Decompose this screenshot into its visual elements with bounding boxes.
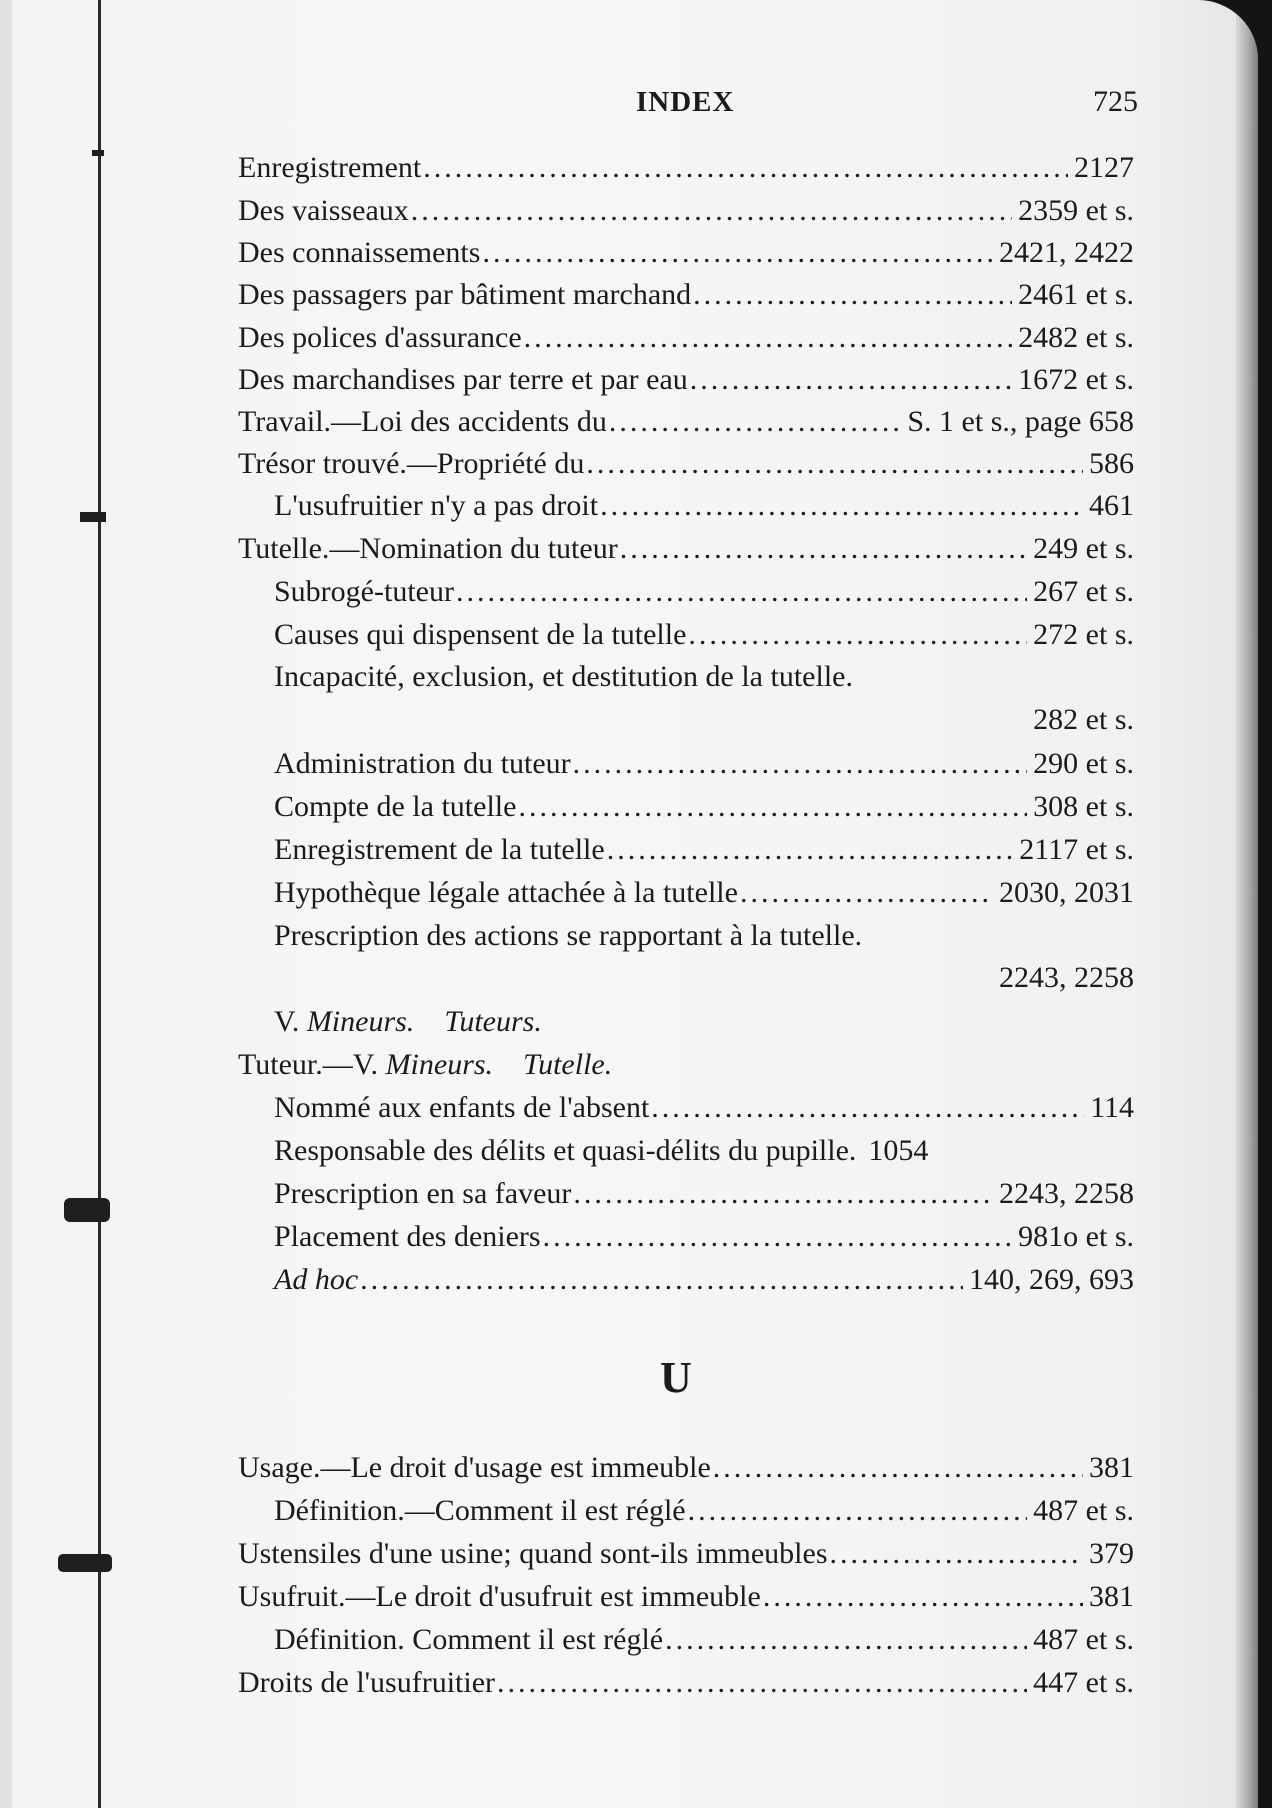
index-entry: Trésor trouvé.—Propriété du ..... 586 (238, 444, 1134, 484)
index-entry-text: Incapacité, exclusion, et destitution de la tutelle. (274, 660, 853, 693)
section-letter: U (660, 1353, 692, 1402)
index-entry: Définition.—Comment il est réglé ..... 487 et s. (274, 1491, 1134, 1531)
page-binding-edge (0, 0, 12, 1808)
index-entry: Subrogé-tuteur ..... 267 et s. (274, 572, 1134, 612)
index-entry: Hypothèque légale attachée à la tutelle ..... 2030, 2031 (274, 873, 1134, 913)
cross-reference: Tuteur.—V. Mineurs. Tutelle. (238, 1048, 613, 1081)
index-entry: Travail.—Loi des accidents du ..... S. 1 et s., page 658 (238, 402, 1134, 442)
index-entry: Des marchandises par terre et par eau ..... 1672 et s. (238, 360, 1134, 400)
index-entry: Nommé aux enfants de l'absent ..... 114 (274, 1088, 1134, 1128)
index-entry: Usage.—Le droit d'usage est immeuble ..... 381 (238, 1448, 1134, 1488)
index-entry: Droits de l'usufruitier ..... 447 et s. (238, 1663, 1134, 1703)
spine-line (98, 0, 101, 1808)
binding-mark (58, 1554, 112, 1572)
index-entry: Placement des deniers ..... 981o et s. (274, 1217, 1134, 1257)
binding-mark (64, 1198, 110, 1222)
index-entry: Causes qui dispensent de la tutelle ..... 272 et s. (274, 615, 1134, 655)
index-entry-ref: 282 et s. (1033, 703, 1134, 736)
index-entry: Ad hoc ..... 140, 269, 693 (274, 1260, 1134, 1300)
index-entry: Responsable des délits et quasi-délits du pupille. 1054 (274, 1134, 929, 1167)
index-entry: L'usufruitier n'y a pas droit ..... 461 (274, 486, 1134, 526)
index-entry: Usufruit.—Le droit d'usufruit est immeuble ..... 381 (238, 1577, 1134, 1617)
index-entry: Enregistrement de la tutelle ..... 2117 et s. (274, 830, 1134, 870)
index-entry: Des passagers par bâtiment marchand ..... 2461 et s. (238, 275, 1134, 315)
binding-mark (92, 150, 104, 156)
index-entry: Ustensiles d'une usine; quand sont-ils immeubles ..... 379 (238, 1534, 1134, 1574)
cross-reference: V. Mineurs. Tuteurs. (274, 1005, 542, 1038)
page-number: 725 (1093, 85, 1138, 118)
index-entry: Des vaisseaux ..... 2359 et s. (238, 191, 1134, 231)
index-entry: Définition. Comment il est réglé ..... 487 et s. (274, 1620, 1134, 1660)
index-entry: Des connaissements ..... 2421, 2422 (238, 233, 1134, 273)
running-head: INDEX (636, 86, 735, 118)
index-entry-ref: 2243, 2258 (999, 961, 1134, 994)
index-entry: Compte de la tutelle ..... 308 et s. (274, 787, 1134, 827)
index-entry-text: Prescription des actions se rapportant à la tutelle. (274, 919, 863, 952)
index-entry: Enregistrement ..... 2127 (238, 148, 1134, 188)
binding-mark (80, 512, 106, 522)
index-entry: Administration du tuteur ..... 290 et s. (274, 744, 1134, 784)
index-entry: Des polices d'assurance ..... 2482 et s. (238, 318, 1134, 358)
page-edge-shadow (1236, 0, 1258, 1808)
index-entry: Prescription en sa faveur ..... 2243, 2258 (274, 1174, 1134, 1214)
index-entry: Tutelle.—Nomination du tuteur ..... 249 et s. (238, 529, 1134, 569)
